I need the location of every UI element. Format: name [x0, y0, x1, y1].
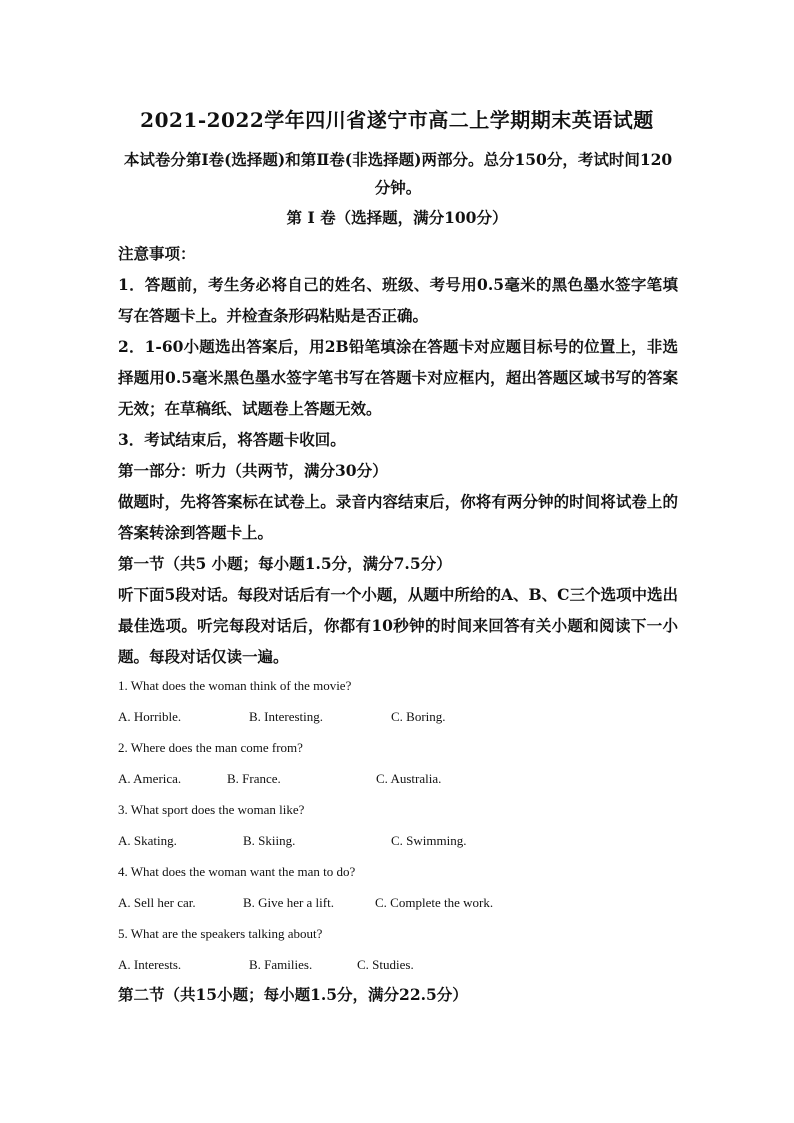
- part1-heading: 第 Ⅰ 卷（选择题，满分100分）: [286, 208, 508, 227]
- option-b: B. Skiing.: [243, 833, 296, 848]
- option-a: A. America.: [118, 771, 182, 786]
- question-text: 5. What are the speakers talking about?: [118, 926, 323, 941]
- note-item: 3．考试结束后，将答题卡收回。: [118, 430, 346, 449]
- question-5: [118, 918, 678, 980]
- section2-heading: 第二节（共15小题；每小题1.5分，满分22.5分）: [118, 985, 468, 1004]
- option-c: C. Studies.: [357, 957, 414, 972]
- notes-heading: 注意事项：: [118, 244, 196, 263]
- options: [118, 887, 678, 918]
- question-4: [118, 856, 678, 918]
- section1-heading: 第一节（共5 小题；每小题1.5分，满分7.5分）: [118, 554, 452, 573]
- option-b: B. Families.: [249, 957, 313, 972]
- instructions: [118, 238, 678, 672]
- section1-instructions: 听下面5段对话。每段对话后有一个小题，从题中所给的A、B、C三个选项中选出最佳选项。听完每段对话后，你都有10秒钟的时间来回答有关小题和阅读下一小题。每段对话仅读一遍。: [118, 585, 678, 666]
- option-b: B. France.: [227, 771, 281, 786]
- options: [118, 763, 678, 794]
- question-3: [118, 794, 678, 856]
- note-item: 2．1-60小题选出答案后，用2B铅笔填涂在答题卡对应题目标号的位置上，非选择题用0.5毫米黑色墨水签字笔书写在答题卡对应框内，超出答题区域书写的答案无效；在草稿纸、试题卷上答题无效。: [118, 337, 678, 418]
- question-1: [118, 670, 678, 732]
- page-title: 2021-2022学年四川省遂宁市高二上学期期末英语试题: [140, 108, 654, 132]
- option-c: C. Complete the work.: [375, 895, 494, 910]
- listening-section-heading: 第一部分：听力（共两节，满分30分）: [118, 461, 388, 480]
- option-a: A. Interests.: [118, 957, 182, 972]
- question-text: 4. What does the woman want the man to do?: [118, 864, 356, 879]
- option-b: B. Interesting.: [249, 709, 324, 724]
- question-text: 1. What does the woman think of the movie?: [118, 678, 352, 693]
- options: [118, 825, 678, 856]
- options: [118, 949, 678, 980]
- note-item: 1．答题前，考生务必将自己的姓名、班级、考号用0.5毫米的黑色墨水签字笔填写在答题卡上。并检查条形码粘贴是否正确。: [118, 275, 678, 325]
- question-2: [118, 732, 678, 794]
- option-a: A. Horrible.: [118, 709, 182, 724]
- listening-instructions: 做题时，先将答案标在试卷上。录音内容结束后，你将有两分钟的时间将试卷上的答案转涂到答题卡上。: [118, 492, 678, 542]
- exam-intro: 本试卷分第Ⅰ卷(选择题)和第Ⅱ卷(非选择题)两部分。总分150分，考试时间120分钟。: [123, 150, 673, 197]
- option-a: A. Sell her car.: [118, 895, 196, 910]
- option-b: B. Give her a lift.: [243, 895, 334, 910]
- option-c: C. Swimming.: [391, 833, 467, 848]
- question-text: 2. Where does the man come from?: [118, 740, 303, 755]
- option-c: C. Boring.: [391, 709, 446, 724]
- option-c: C. Australia.: [376, 771, 442, 786]
- question-text: 3. What sport does the woman like?: [118, 802, 305, 817]
- options: [118, 701, 678, 732]
- option-a: A. Skating.: [118, 833, 177, 848]
